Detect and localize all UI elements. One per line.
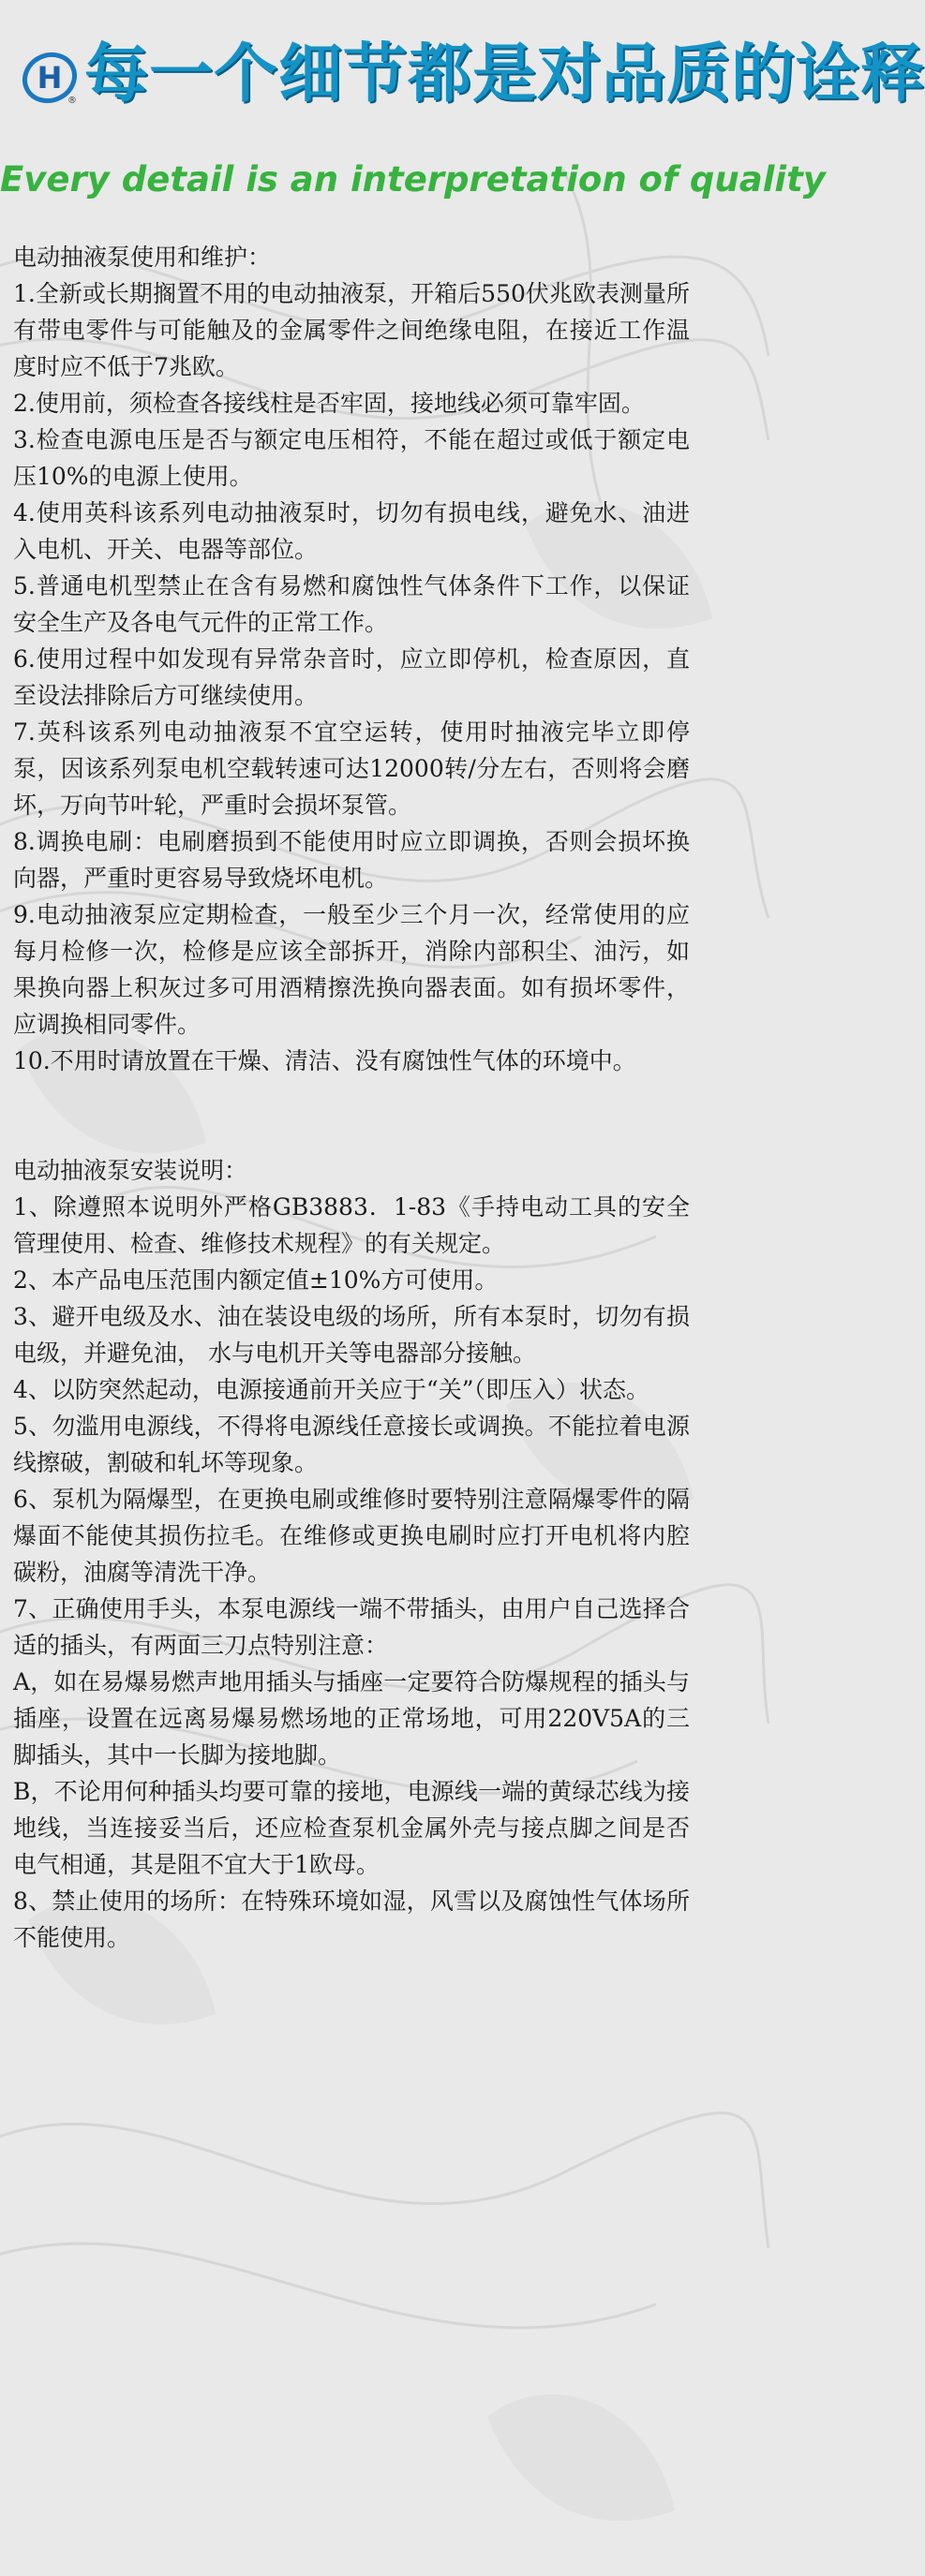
installation-item: 6、泵机为隔爆型，在更换电刷或维修时要特别注意隔爆零件的隔爆面不能使其损伤拉毛。在维修或更换电刷时应打开电机将内腔碳粉，油腐等清洗干净。 xyxy=(13,1486,690,1586)
svg-text:H: H xyxy=(37,60,63,96)
installation-item: 8、禁止使用的场所：在特殊环境如湿，风雪以及腐蚀性气体场所不能使用。 xyxy=(13,1888,690,1951)
installation-item: 7、正确使用手头，本泵电源线一端不带插头，由用户自己选择合适的插头，有两面三刀点特别注意： xyxy=(13,1595,690,1659)
header-banner xyxy=(0,0,925,225)
brand-logo-icon xyxy=(21,49,79,107)
section-spacer xyxy=(13,1079,690,1152)
installation-item: B，不论用何种插头均要可靠的接地，电源线一端的黄绿芯线为接地线，当连接妥当后，还应检查泵机金属外壳与接点脚之间是否电气相通，其是阻不宜大于1欧母。 xyxy=(13,1778,690,1878)
headline-english: Every detail is an interpretation of quality xyxy=(0,159,826,200)
maintenance-section-title: 电动抽液泵使用和维护： xyxy=(13,244,272,271)
maintenance-item: 9.电动抽液泵应定期检查，一般至少三个月一次，经常使用的应每月检修一次，检修是应该全部拆开，消除内部积尘、油污，如果换向器上积灰过多可用酒精擦洗换向器表面。如有损坏零件，应调换相同零件。 xyxy=(13,901,690,1038)
installation-item: 1、除遵照本说明外严格GB3883．1-83《手持电动工具的安全管理使用、检查、维修技术规程》的有关规定。 xyxy=(13,1193,690,1257)
document-body xyxy=(13,239,690,1956)
maintenance-item: 8.调换电刷：电刷磨损到不能使用时应立即调换，否则会损坏换向器，严重时更容易导致烧坏电机。 xyxy=(13,828,690,892)
maintenance-item: 1.全新或长期搁置不用的电动抽液泵，开箱后550伏兆欧表测量所有带电零件与可能触及的金属零件之间绝缘电阻，在接近工作温度时应不低于7兆欧。 xyxy=(13,280,690,380)
maintenance-item: 7.英科该系列电动抽液泵不宜空运转，使用时抽液完毕立即停泵，因该系列泵电机空载转速可达12000转/分左右，否则将会磨坏，万向节叶轮，严重时会损坏泵管。 xyxy=(13,718,690,819)
maintenance-item: 4.使用英科该系列电动抽液泵时，切勿有损电线，避免水、油进入电机、开关、电器等部位。 xyxy=(13,499,690,563)
installation-section-title: 电动抽液泵安装说明： xyxy=(13,1157,248,1184)
headline-chinese: 每一个细节都是对品质的诠释 xyxy=(84,37,925,111)
installation-item: 4、以防突然起动，电源接通前开关应于“关”（即压入）状态。 xyxy=(13,1376,649,1403)
svg-text:®: ® xyxy=(67,96,77,106)
installation-item: A，如在易爆易燃声地用插头与插座一定要符合防爆规程的插头与插座，设置在远离易爆易燃场地的正常场地，可用220V5A的三脚插头，其中一长脚为接地脚。 xyxy=(13,1668,690,1769)
maintenance-item: 2.使用前，须检查各接线柱是否牢固，接地线必须可靠牢固。 xyxy=(13,390,645,417)
installation-item: 5、勿滥用电源线，不得将电源线任意接长或调换。不能拉着电源线擦破，割破和轧坏等现象。 xyxy=(13,1413,690,1476)
maintenance-item: 6.使用过程中如发现有异常杂音时，应立即停机，检查原因，直至设法排除后方可继续使用。 xyxy=(13,645,690,709)
maintenance-item: 5.普通电机型禁止在含有易燃和腐蚀性气体条件下工作，以保证安全生产及各电气元件的正常工作。 xyxy=(13,572,690,636)
maintenance-item: 3.检查电源电压是否与额定电压相符，不能在超过或低于额定电压10%的电源上使用。 xyxy=(13,426,690,490)
maintenance-item: 10.不用时请放置在干燥、清洁、没有腐蚀性气体的环境中。 xyxy=(13,1047,636,1074)
installation-item: 3、避开电级及水、油在装设电级的场所，所有本泵时，切勿有损电级，并避免油， 水与电机开关等电器部分接触。 xyxy=(13,1303,690,1367)
installation-item: 2、本产品电压范围内额定值±10%方可使用。 xyxy=(13,1266,499,1294)
